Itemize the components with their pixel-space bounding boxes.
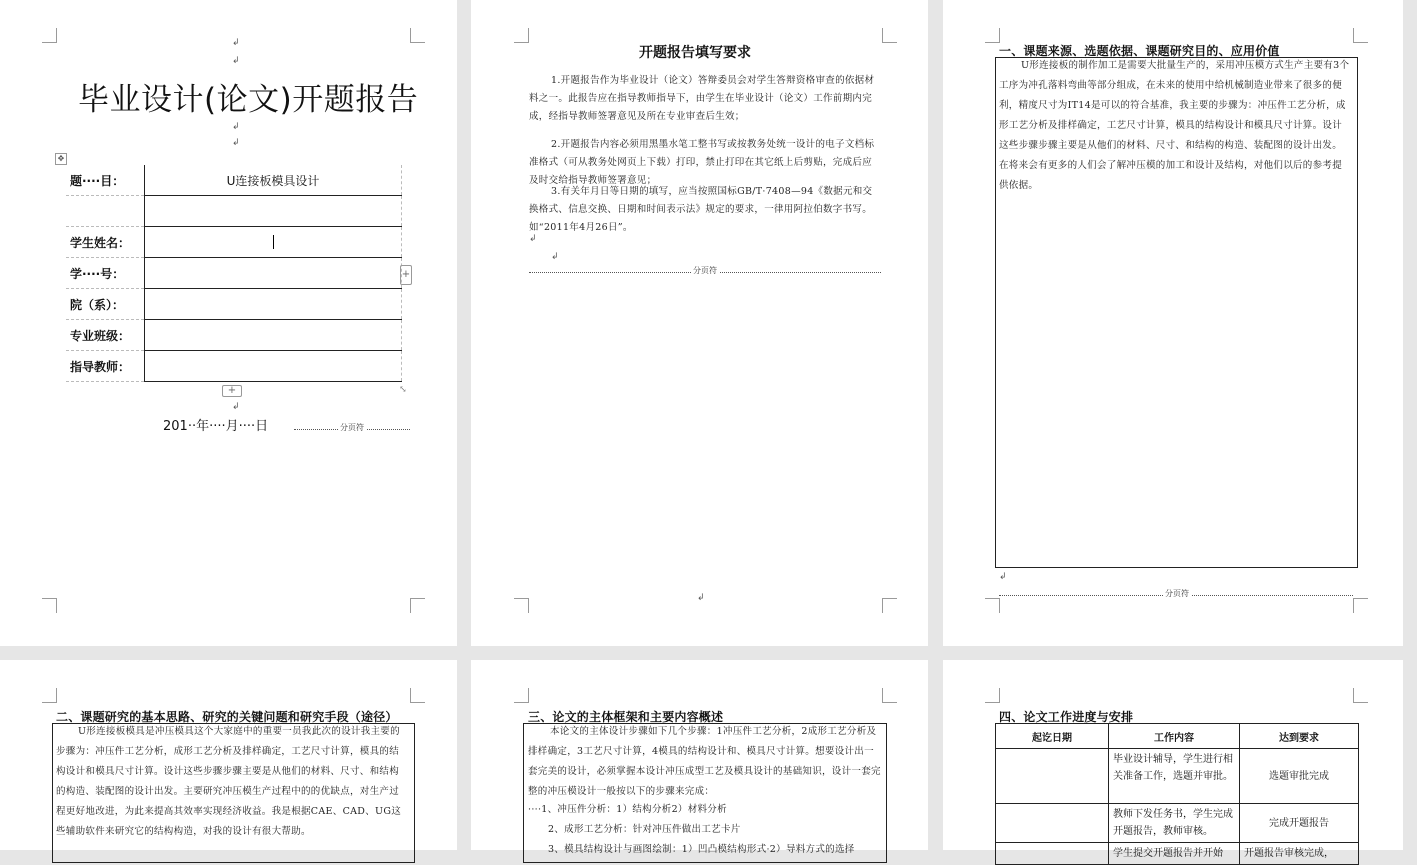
crop-mark — [985, 598, 1000, 613]
section-heading: 四、论文工作进度与安排 — [999, 710, 1134, 724]
paragraph-mark: ↲ — [551, 252, 559, 262]
crop-mark — [42, 28, 57, 43]
column-header: 工作内容 — [1109, 724, 1240, 749]
page-break-label: 分页符 — [1165, 589, 1189, 598]
paragraph-mark: ↲ — [232, 38, 240, 48]
table-row — [66, 289, 402, 320]
paragraph-mark: ↲ — [999, 572, 1007, 582]
table-row — [66, 320, 402, 351]
crop-mark — [42, 688, 57, 703]
page-5 — [471, 660, 928, 855]
crop-mark — [985, 688, 1000, 703]
goal-cell[interactable]: 开题报告审核完成， — [1240, 843, 1359, 865]
page-break-label: 分页符 — [340, 423, 364, 432]
page-1 — [0, 0, 457, 646]
paragraph: U形连接板的制作加工是需要大批量生产的，采用冲压模方式生产主要有3个工序为冲孔落料弯曲等部分组成，在未来的使用中给机械制造业带来了很多的便利，精度尺寸为IT14是可以的符合基准，我主要的步骤为：冲压件工艺分析，成形工艺分析及排样确定，工艺尺寸计算，模具的结构设计和模具尺寸计算。设计这些步骤步骤主要是从他们的材料、尺寸、和结构的构造、装配图的设计出发。在将来会有更多的人们会了解冲压模的加工和设计及结构，对他们以后的参考提供依据。 — [999, 60, 1350, 191]
field-value[interactable] — [145, 227, 402, 258]
field-label: 院（系）： — [66, 289, 145, 320]
field-label: 专业班级： — [66, 320, 145, 351]
work-cell[interactable]: 教师下发任务书，学生完成开题报告，教师审核。 — [1109, 804, 1240, 843]
field-label: 学生姓名： — [66, 227, 145, 258]
paragraph-mark: ↲ — [232, 122, 240, 132]
paragraph-mark: ↲ — [232, 402, 240, 412]
crop-mark — [882, 598, 897, 613]
date-cell[interactable] — [996, 843, 1109, 865]
table-move-handle[interactable]: ✥ — [55, 153, 67, 165]
field-value[interactable] — [145, 351, 402, 382]
paragraph-mark: ↲ — [232, 56, 240, 66]
section-heading: 一、课题来源、选题依据、课题研究目的、应用价值 — [999, 44, 1280, 58]
crop-mark — [882, 28, 897, 43]
crop-mark — [410, 598, 425, 613]
field-value[interactable] — [145, 258, 402, 289]
paragraph: 3.有关年月日等日期的填写，应当按照国标GB/T·7408—94《数据元和交换格式、信息交换、日期和时间表示法》规定的要求，一律用阿拉伯数字书写。如“2011年4月26日”。 — [529, 186, 873, 233]
list-item: 2、成形工艺分析：针对冲压件做出工艺卡片 — [548, 824, 741, 835]
goal-cell[interactable]: 完成开题报告 — [1240, 804, 1359, 843]
text-cursor — [273, 235, 274, 249]
crop-mark — [882, 688, 897, 703]
table-row — [996, 804, 1359, 843]
crop-mark — [1353, 28, 1368, 43]
crop-mark — [1353, 598, 1368, 613]
table-row — [996, 749, 1359, 804]
work-cell[interactable]: 学生提交开题报告并开始 — [1109, 843, 1240, 865]
crop-mark — [42, 598, 57, 613]
field-label: 学····号： — [66, 258, 145, 289]
add-row-icon[interactable]: + — [222, 385, 242, 397]
page-break-label: 分页符 — [693, 266, 717, 275]
work-cell[interactable]: 毕业设计辅导，学生进行相关准备工作，选题并审批。 — [1109, 749, 1240, 804]
table-row — [66, 351, 402, 382]
field-value[interactable] — [145, 289, 402, 320]
crop-mark — [410, 28, 425, 43]
paragraph-mark: ↲ — [529, 234, 537, 244]
date-line: 201··年····月····日 — [163, 419, 269, 434]
paragraph-mark: ↲ — [232, 138, 240, 148]
paragraph-mark: ↲ — [697, 593, 705, 603]
paragraph: U形连接板模具是冲压模具这个大家庭中的重要一员我此次的设计我主要的步骤为：冲压件工艺分析，成形工艺分析及排样确定，工艺尺寸计算，模具的结构设计和模具尺寸计算。设计这些步骤步骤主要是从他们的材料、尺寸、和结构的构造、装配图的设计出发。主要研究冲压模生产过程中的的优缺点，对生产过程更好地改进，为此来提高其效率实现经济收益。我是根据CAE、CAD、UG这些辅助软件来研究它的结构构造，对我的设计有很大帮助。 — [56, 726, 402, 837]
crop-mark — [514, 598, 529, 613]
section-heading: 二、课题研究的基本思路、研究的关键问题和研究手段（途径） — [56, 710, 398, 724]
crop-mark — [410, 688, 425, 703]
field-value[interactable] — [145, 320, 402, 351]
crop-mark — [1353, 688, 1368, 703]
crop-mark — [985, 28, 1000, 43]
field-value[interactable] — [145, 196, 402, 227]
paragraph: 2.开题报告内容必须用黑墨水笔工整书写或按教务处统一设计的电子文档标准格式（可从教务处网页上下载）打印，禁止打印在其它纸上后剪贴，完成后应及时交给指导教师签署意见； — [529, 139, 875, 186]
field-value[interactable]: U连接板模具设计 — [145, 165, 402, 196]
table-row — [996, 843, 1359, 865]
field-label — [66, 196, 145, 227]
field-label: 题····目： — [66, 165, 145, 196]
page-title: 毕业设计(论文)开题报告 — [78, 82, 419, 118]
cover-info-table — [66, 165, 402, 382]
table-resize-handle[interactable]: ⤡ — [399, 385, 407, 395]
date-cell[interactable] — [996, 804, 1109, 843]
paragraph: 本论文的主体设计步骤如下几个步骤：1冲压件工艺分析，2成形工艺分析及排样确定，3工艺尺寸计算，4模具的结构设计和、模具尺寸计算。想要设计出一套完美的设计，必须掌握本设计冲压成型工艺及模具设计的基础知识，设计一套完整的冲压模设计一般按以下的步骤来完成： — [528, 726, 881, 797]
table-header-row — [996, 724, 1359, 749]
table-row — [66, 165, 402, 196]
table-row — [66, 196, 402, 227]
column-header: 达到要求 — [1240, 724, 1359, 749]
table-row — [66, 258, 402, 289]
list-item: ····1、冲压件分析：1）结构分析2）材料分析 — [528, 804, 727, 815]
schedule-table — [995, 723, 1359, 865]
goal-cell[interactable]: 选题审批完成 — [1240, 749, 1359, 804]
page-title: 开题报告填写要求 — [639, 45, 751, 61]
date-cell[interactable] — [996, 749, 1109, 804]
paragraph: 1.开题报告作为毕业设计（论文）答辩委员会对学生答辩资格审查的依据材料之一。此报告应在指导教师指导下，由学生在毕业设计（论文）工作前期内完成，经指导教师签署意见及所在专业审查后生效； — [529, 75, 875, 122]
page-4 — [0, 660, 457, 850]
page-6 — [943, 660, 1403, 859]
crop-mark — [514, 28, 529, 43]
page-2 — [471, 0, 928, 646]
crop-mark — [514, 688, 529, 703]
page-3 — [943, 0, 1403, 646]
field-label: 指导教师： — [66, 351, 145, 382]
add-column-icon[interactable]: + — [400, 265, 412, 285]
table-row — [66, 227, 402, 258]
column-header: 起讫日期 — [996, 724, 1109, 749]
list-item: 3、模具结构设计与画图绘制：1）凹凸模结构形式·2）导料方式的选择 — [548, 844, 855, 855]
section-heading: 三、论文的主体框架和主要内容概述 — [528, 710, 724, 724]
